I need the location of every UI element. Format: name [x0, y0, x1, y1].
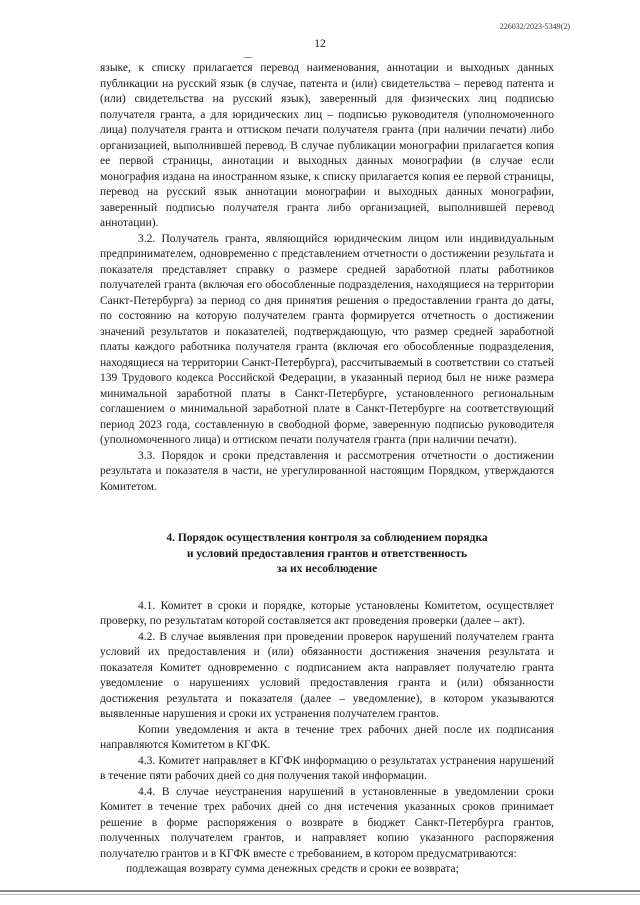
- document-registration-number: 226032/2023-5349(2): [499, 22, 570, 31]
- section-heading-line: и условий предоставления грантов и ответственность: [186, 547, 468, 560]
- paragraph-4-3: 4.3. Комитет направляет в КГФК информацию о результатах устранения нарушений в течение пяти рабочих дней со дня получения такой информации.: [100, 754, 554, 782]
- section-spacer: [100, 495, 554, 516]
- page-number: 12: [314, 38, 326, 50]
- section-heading-line: 4. Порядок осуществления контроля за соблюдением порядка: [166, 532, 488, 544]
- paragraph-copies: Копии уведомления и акта в течение трех рабочих дней после их подписания направляются Комитетом в КГФК.: [100, 723, 554, 751]
- document-body: [100, 61, 554, 878]
- paragraph-continuation: языке, к списку прилагается перевод наименования, аннотации и выходных данных публикации на русский язык (в случае, патента и (или) свидетельства – перевод патента и (или) свидетельства на русский язык), заверенный для физических лиц подписью получателя гранта, а для юридических лиц – подписью руководителя (уполномоченного лица) получателя гранта и оттиском печати получателя гранта (при наличии печати) либо организацией, выполнившей перевод. В случае публикации монографии прилагается копия ее первой страницы, аннотации и выходных данных монографии (в случае если монография издана на иностранном языке, к списку прилагается копия ее первой страницы, перевод на русский язык аннотации монографии и выходных данных монографии, заверенный подписью получателя гранта либо организацией, выполнившей перевод аннотации).: [100, 62, 554, 229]
- section-spacer: [100, 578, 554, 599]
- section-heading-line: за их несоблюдение: [276, 563, 378, 575]
- paragraph-3-2: 3.2. Получатель гранта, являющийся юридическим лицом или индивидуальным предпринимателем, одновременно с представлением отчетности о достижении результата и показателя представляет справку о размере средней заработной платы работников получателей гранта (включая его обособленные подразделения, находящиеся на территории Санкт-Петербурга) за период со дня принятия решения о предоставлении гранта до даты, по состоянию на которую получателем гранта формируется отчетность о достижении значений результатов и показателей, подтверждающую, что размер средней заработной платы каждого работника получателя гранта (включая его обособленные подразделения, находящиеся на территории Санкт-Петербурга), рассчитываемый в соответствии со статьей 139 Трудового кодекса Российской Федерации, в указанный период был не ниже размера минимальной заработной платы в Санкт-Петербурге, установленного региональным соглашением о минимальной заработной плате в Санкт-Петербурге на соответствующий период 2023 года, составленную в свободной форме, заверенную подписью руководителя (уполномоченного лица) и оттиском печати получателя гранта (при наличии печати).: [100, 232, 554, 446]
- paragraph-4-2: 4.2. В случае выявления при проведении проверок нарушений получателем гранта условий их предоставления и (или) обязанности достижения значения результата и показателя Комитет одновременно с подписанием акта направляет получателю гранта уведомление о нарушениях условий предоставления гранта и (или) обязанности достижения результата и показателя (далее – уведомление), в котором указываются выявленные нарушения и сроки их устранения получателем грантов.: [100, 630, 554, 720]
- paragraph-amount: подлежащая возврату сумма денежных средств и сроки ее возврата;: [126, 863, 459, 875]
- section-heading-4: [100, 531, 554, 578]
- paragraph-4-1: 4.1. Комитет в сроки и порядке, которые установлены Комитетом, осуществляет проверку, по результатам которой составляется акт проведения проверки (далее – акт).: [100, 599, 554, 627]
- scan-bottom-edge: [0, 894, 640, 895]
- paragraph-3-3: 3.3. Порядок и сроки представления и рассмотрения отчетности о достижении результата и показателя в части, не урегулированной настоящим Порядком, утверждаются Комитетом.: [100, 449, 554, 493]
- scan-artifact-mark: [244, 57, 252, 58]
- scan-bottom-edge: [0, 890, 640, 892]
- paragraph-4-4: 4.4. В случае неустранения нарушений в установленные в уведомлении сроки Комитет в течение трех рабочих дней со дня истечения указанных сроков принимает решение в форме распоряжения о возврате в бюджет Санкт-Петербурга грантов, полученных получателем грантов, и направляет копию указанного распоряжения получателю грантов и в КГФК вместе с требованием, в котором предусматриваются:: [100, 785, 554, 860]
- section-spacer: [100, 516, 554, 531]
